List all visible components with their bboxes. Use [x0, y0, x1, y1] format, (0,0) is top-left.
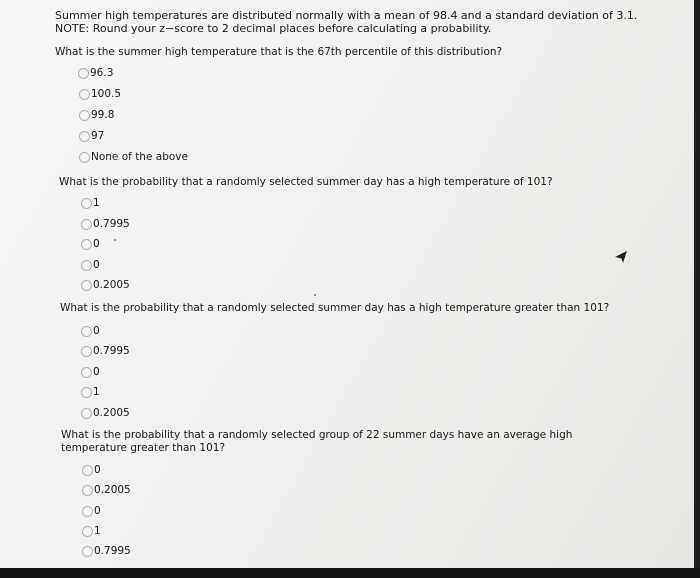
radio-button[interactable] [79, 89, 90, 100]
radio-button[interactable] [82, 546, 93, 557]
radio-button[interactable] [82, 506, 93, 517]
q3-option-5[interactable]: 0.2005 [81, 406, 130, 420]
screen-bezel-bottom [0, 568, 700, 578]
radio-button[interactable] [82, 526, 93, 537]
dust-speck [314, 294, 316, 296]
dust-speck [114, 239, 116, 241]
radio-button[interactable] [81, 346, 92, 357]
q1-option-5[interactable]: None of the above [79, 150, 188, 164]
radio-button[interactable] [78, 68, 89, 79]
radio-button[interactable] [81, 387, 92, 398]
q4-option-3[interactable]: 0 [82, 504, 101, 518]
q4-option-1[interactable]: 0 [82, 463, 101, 477]
radio-button[interactable] [81, 198, 92, 209]
mouse-pointer-icon [614, 250, 628, 264]
radio-button[interactable] [81, 367, 92, 378]
question-4-text: What is the probability that a randomly selected group of 22 summer days have an average high temperature greater than 101? [61, 429, 573, 454]
radio-button[interactable] [79, 152, 90, 163]
q4-option-4[interactable]: 1 [82, 524, 101, 538]
radio-button[interactable] [81, 280, 92, 291]
radio-button[interactable] [81, 408, 92, 419]
problem-statement: Summer high temperatures are distributed normally with a mean of 98.4 and a standard deviation of 3.1. [55, 9, 638, 22]
q3-option-3[interactable]: 0 [81, 365, 100, 379]
rounding-note: NOTE: Round your z−score to 2 decimal places before calculating a probability. [55, 22, 492, 35]
screen-bezel-right [694, 0, 700, 578]
q4-option-2[interactable]: 0.2005 [82, 483, 131, 497]
q2-option-4[interactable]: 0 [81, 258, 100, 272]
q2-option-2[interactable]: 0.7995 [81, 217, 130, 231]
q4-option-5[interactable]: 0.7995 [82, 544, 131, 558]
radio-button[interactable] [79, 131, 90, 142]
radio-button[interactable] [82, 465, 93, 476]
question-1-text: What is the summer high temperature that is the 67th percentile of this distribution? [55, 46, 503, 58]
question-3-text: What is the probability that a randomly selected summer day has a high temperature greater than 101? [60, 302, 610, 314]
q3-option-4[interactable]: 1 [81, 385, 100, 399]
q2-option-1[interactable]: 1 [81, 196, 100, 210]
question-2-text: What is the probability that a randomly selected summer day has a high temperature of 101? [59, 176, 553, 188]
radio-button[interactable] [81, 260, 92, 271]
q3-option-1[interactable]: 0 [81, 324, 100, 338]
radio-button[interactable] [82, 485, 93, 496]
q1-option-1[interactable]: 96.3 [78, 66, 113, 80]
radio-button[interactable] [79, 110, 90, 121]
q1-option-4[interactable]: 97 [79, 129, 104, 143]
radio-button[interactable] [81, 219, 92, 230]
q2-option-3[interactable]: 0 [81, 237, 100, 251]
q2-option-5[interactable]: 0.2005 [81, 278, 130, 292]
q1-option-3[interactable]: 99.8 [79, 108, 114, 122]
q3-option-2[interactable]: 0.7995 [81, 344, 130, 358]
q1-option-2[interactable]: 100.5 [79, 87, 121, 101]
radio-button[interactable] [81, 239, 92, 250]
radio-button[interactable] [81, 326, 92, 337]
